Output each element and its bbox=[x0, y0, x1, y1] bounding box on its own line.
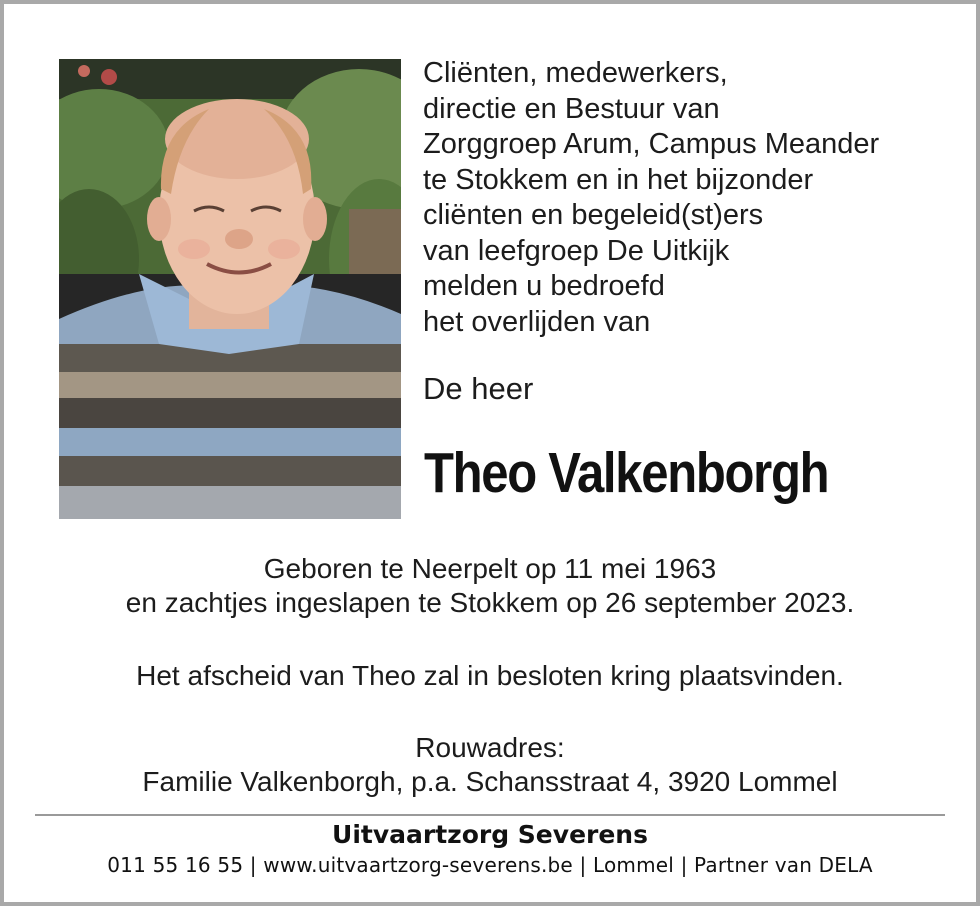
funeral-company-name: Uitvaartzorg Severens bbox=[332, 820, 648, 849]
name-prefix: De heer bbox=[423, 371, 534, 406]
deceased-name: Theo Valkenborgh bbox=[424, 441, 829, 505]
address-line: Familie Valkenborgh, p.a. Schansstraat 4, 3920 Lommel bbox=[142, 766, 838, 797]
intro-line: van leefgroep De Uitkijk bbox=[423, 234, 730, 267]
farewell-text: Het afscheid van Theo zal in besloten kring plaatsvinden. bbox=[136, 660, 844, 691]
intro-line: melden u bedroefd bbox=[423, 270, 665, 302]
intro-line: cliënten en begeleid(st)ers bbox=[423, 199, 764, 231]
intro-line: te Stokkem en in het bijzonder bbox=[423, 163, 814, 196]
intro-line: directie en Bestuur van bbox=[423, 92, 720, 125]
address-label: Rouwadres: bbox=[415, 732, 565, 763]
footer-divider bbox=[35, 814, 945, 816]
birth-death-info bbox=[0, 552, 980, 620]
birth-line: Geboren te Neerpelt op 11 mei 1963 bbox=[263, 553, 717, 584]
intro-line: Zorggroep Arum, Campus Meander bbox=[423, 128, 880, 160]
funeral-company-contact: 011 55 16 55 | www.uitvaartzorg-severens.be | Lommel | Partner van DELA bbox=[107, 853, 873, 877]
portrait-photo bbox=[59, 59, 401, 519]
intro-text bbox=[423, 56, 963, 340]
death-line: en zachtjes ingeslapen te Stokkem op 26 september 2023. bbox=[125, 587, 855, 618]
mourning-address bbox=[0, 731, 980, 799]
intro-line: Cliënten, medewerkers, bbox=[423, 57, 728, 89]
intro-line: het overlijden van bbox=[423, 305, 651, 338]
